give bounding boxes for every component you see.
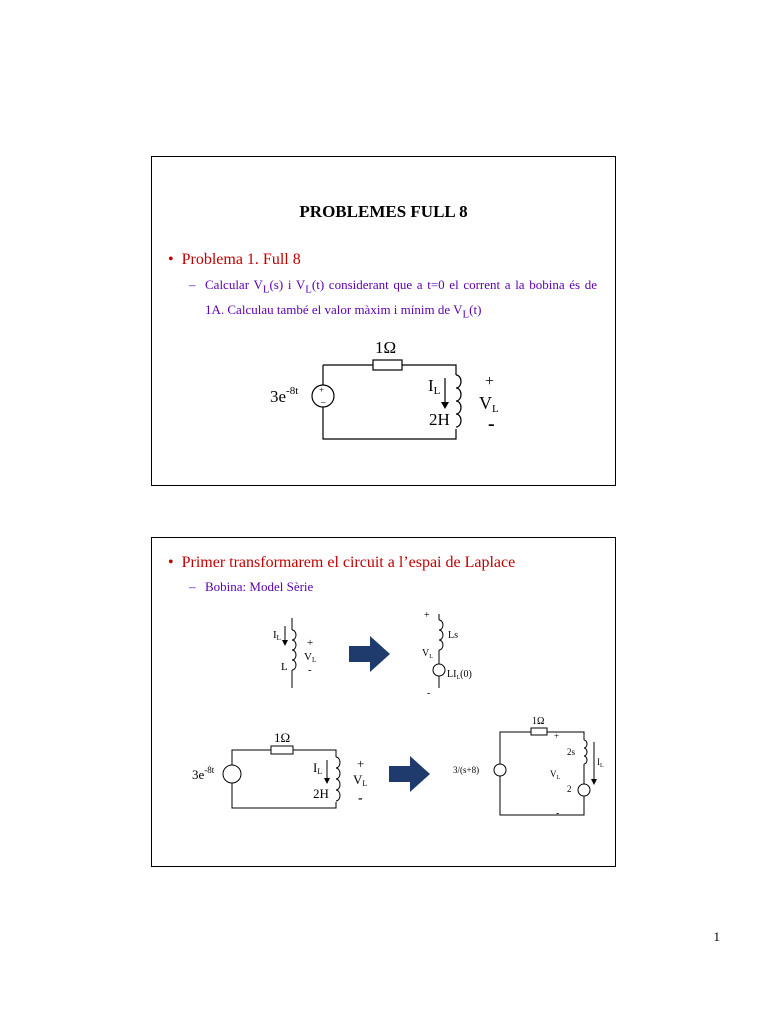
svg-text:IL: $I_L$: [597, 757, 604, 769]
current-label: IL: [428, 376, 441, 397]
svg-text:LIL(0): $LI_L(0)$: [447, 669, 472, 681]
sub-bullet-model: – Bobina: Model Sèrie: [189, 579, 314, 594]
problem-statement: – Calcular $V_L(s)$ i $V_L(t)$ considerant que a t=0 el corrent a la bobina és de 1A. Calculau també el valor màxim i mínim de $V_L(t)$: [189, 277, 598, 321]
inductor-label: 2H: [429, 410, 450, 429]
voltage-label: VL: [479, 393, 499, 415]
svg-text:1Ω: 1Ω: [274, 730, 291, 745]
svg-text:VL: VL: [304, 651, 317, 664]
svg-text:2: 2: [567, 784, 572, 794]
bullet-problema: • Problema 1. Full 8: [168, 251, 301, 268]
inductor-symbol: [456, 375, 461, 427]
circuit-right: [494, 728, 594, 815]
slide-2: [151, 537, 616, 867]
current-arrow-icon: [591, 779, 597, 785]
svg-text:-: -: [427, 688, 431, 699]
svg-text:2s: 2s: [567, 747, 576, 757]
svg-text:2H: 2H: [313, 786, 329, 801]
svg-text:+: +: [554, 731, 560, 741]
svg-text:IL: IL: [313, 760, 323, 776]
svg-text:VL: VL: [353, 772, 368, 788]
svg-text:IL: IL: [273, 629, 281, 642]
svg-text:3e-8t: $3e^{-8t}$: [192, 765, 215, 782]
svg-text:-: -: [308, 664, 312, 676]
svg-text:+: +: [357, 756, 365, 771]
bullet-laplace: • Primer transformarem el circuit a l’espai de Laplace: [168, 554, 516, 571]
slide-title: PROBLEMES FULL 8: [299, 202, 468, 221]
current-arrow-icon: [282, 640, 288, 646]
current-arrow-icon: [441, 402, 449, 409]
laplace-diagrams: [152, 538, 617, 868]
svg-text:+: +: [424, 610, 430, 621]
arrow-right-icon: [349, 636, 390, 672]
svg-text:L: L: [281, 661, 288, 673]
inductor-model-right: [433, 614, 445, 688]
resistor-label: 1Ω: [375, 338, 397, 357]
source-label: $3e^{-8t}$: [270, 385, 299, 406]
inductor-model-left: [285, 618, 296, 688]
circuit-diagram-1: [152, 157, 617, 487]
slide-1: [151, 156, 616, 486]
page-number: 1: [713, 929, 720, 944]
resistor-symbol: [373, 360, 402, 370]
svg-text:Ls: Ls: [448, 630, 458, 641]
svg-text:3/(s+8): 3/(s+8): [453, 765, 480, 775]
svg-text:+: +: [307, 637, 314, 649]
current-arrow-icon: [324, 778, 330, 784]
svg-text:VL: $V_L$: [550, 769, 561, 781]
svg-text:–: –: [321, 397, 326, 407]
svg-text:-: -: [358, 791, 363, 806]
svg-text:-: -: [556, 808, 560, 819]
svg-text:+: +: [319, 385, 325, 395]
arrow-right-icon: [389, 756, 430, 792]
svg-text:VL: $V_L$: [422, 648, 433, 660]
plus-sign: +: [485, 373, 495, 390]
minus-sign: -: [488, 413, 495, 435]
svg-text:1Ω: 1Ω: [532, 716, 545, 727]
